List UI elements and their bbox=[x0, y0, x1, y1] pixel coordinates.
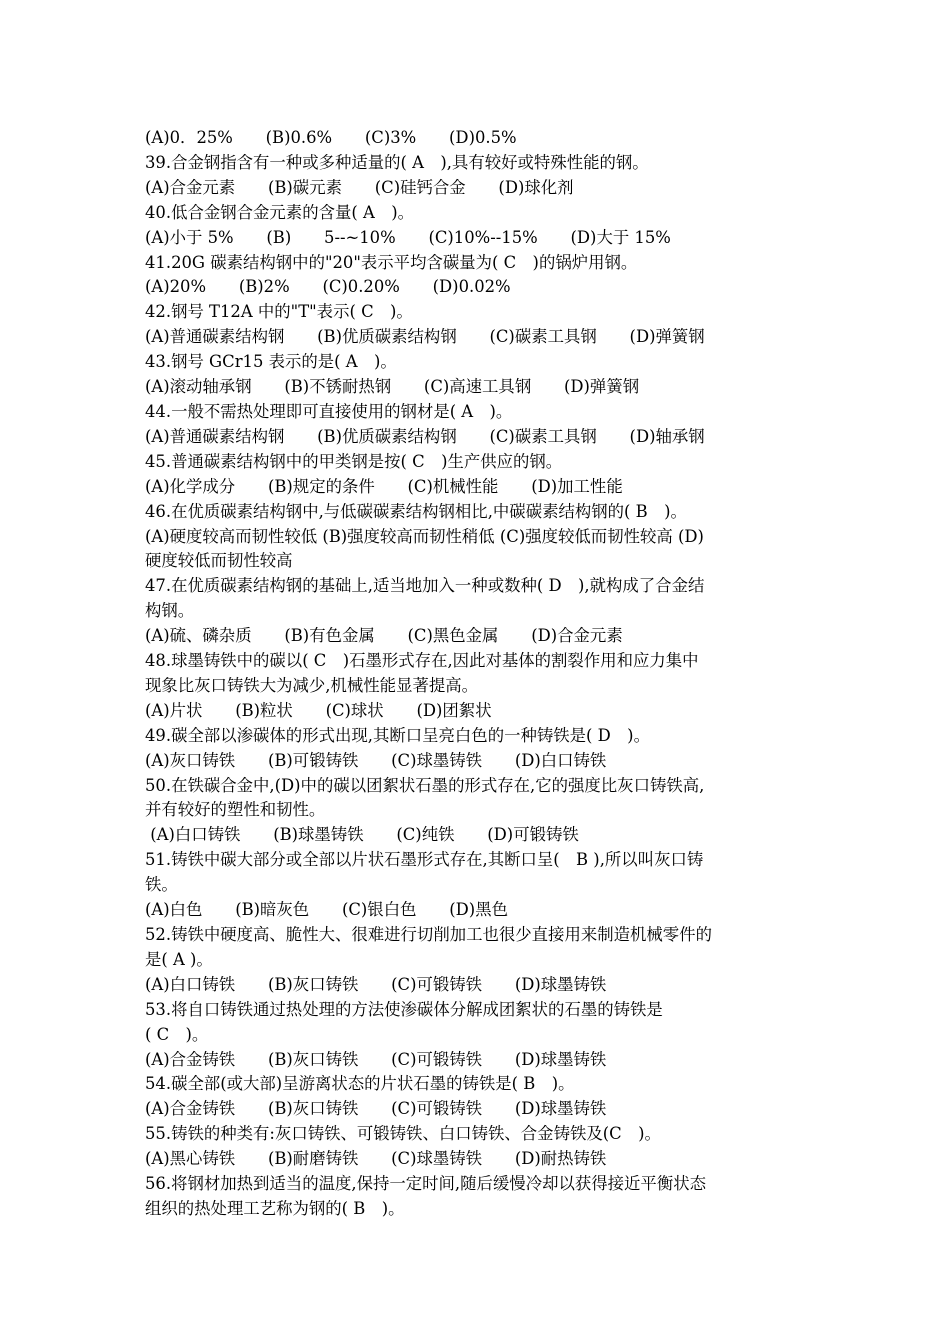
text-line: (A)普通碳素结构钢 (B)优质碳素结构钢 (C)碳素工具钢 (D)轴承钢 bbox=[145, 426, 705, 446]
text-line: 43.钢号 GCr15 表示的是( A )。 bbox=[145, 352, 397, 372]
text-line: (A)滚动轴承钢 (B)不锈耐热钢 (C)高速工具钢 (D)弹簧钢 bbox=[145, 377, 640, 397]
text-line: (A)灰口铸铁 (B)可锻铸铁 (C)球墨铸铁 (D)白口铸铁 bbox=[145, 750, 607, 770]
text-line: (A)普通碳素结构钢 (B)优质碳素结构钢 (C)碳素工具钢 (D)弹簧钢 bbox=[145, 327, 705, 347]
text-line: ( C )。 bbox=[145, 1024, 209, 1044]
text-line: (A)白口铸铁 (B)灰口铸铁 (C)可锻铸铁 (D)球墨铸铁 bbox=[145, 974, 607, 994]
text-line: (A)硬度较高而韧性较低 (B)强度较高而韧性稍低 (C)强度较低而韧性较高 (D) bbox=[145, 526, 704, 546]
text-line: 50.在铁碳合金中,(D)中的碳以团絮状石墨的形式存在,它的强度比灰口铸铁高, bbox=[145, 775, 705, 795]
text-line: 42.钢号 T12A 中的"T"表示( C )。 bbox=[145, 302, 413, 322]
text-line: 铁。 bbox=[145, 875, 178, 895]
text-line: (A)20% (B)2% (C)0.20% (D)0.02% bbox=[145, 277, 511, 297]
text-line: 56.将钢材加热到适当的温度,保持一定时间,随后缓慢冷却以获得接近平衡状态 bbox=[145, 1174, 706, 1194]
text-line: 组织的热处理工艺称为钢的( B )。 bbox=[145, 1198, 405, 1218]
text-line: (A)黑心铸铁 (B)耐磨铸铁 (C)球墨铸铁 (D)耐热铸铁 bbox=[145, 1149, 607, 1169]
text-line: (A)0．25% (B)0.6% (C)3% (D)0.5% bbox=[145, 128, 517, 147]
text-line: 49.碳全部以渗碳体的形式出现,其断口呈亮白色的一种铸铁是( D )。 bbox=[145, 725, 650, 745]
text-line: 54.碳全部(或大部)呈游离状态的片状石墨的铸铁是( B )。 bbox=[145, 1074, 575, 1094]
text-line: 55.铸铁的种类有:灰口铸铁、可锻铸铁、白口铸铁、合金铸铁及(C )。 bbox=[145, 1124, 661, 1144]
text-line: 46.在优质碳素结构钢中,与低碳碳素结构钢相比,中碳碳素结构钢的( B )。 bbox=[145, 501, 687, 521]
text-line: (A)合金元素 (B)碳元素 (C)硅钙合金 (D)球化剂 bbox=[145, 177, 574, 197]
text-line: 41.20G 碳素结构钢中的"20"表示平均含碳量为( C )的锅炉用钢。 bbox=[145, 252, 638, 272]
text-line: (A)化学成分 (B)规定的条件 (C)机械性能 (D)加工性能 bbox=[145, 476, 623, 496]
text-line: (A)小于 5% (B) 5--~10% (C)10%--15% (D)大于 15% bbox=[145, 227, 671, 247]
document-body bbox=[145, 126, 815, 1222]
text-line: (A)硫、磷杂质 (B)有色金属 (C)黑色金属 (D)合金元素 bbox=[145, 626, 623, 646]
text-line: 44.一般不需热处理即可直接使用的钢材是( A )。 bbox=[145, 401, 513, 421]
text-line: 构钢。 bbox=[145, 601, 195, 621]
text-line: (A)合金铸铁 (B)灰口铸铁 (C)可锻铸铁 (D)球墨铸铁 bbox=[145, 1099, 607, 1119]
text-line: 51.铸铁中碳大部分或全部以片状石墨形式存在,其断口呈( B ),所以叫灰口铸 bbox=[145, 850, 704, 870]
text-line: 并有较好的塑性和韧性。 bbox=[145, 800, 326, 820]
text-line: 45.普通碳素结构钢中的甲类钢是按( C )生产供应的钢。 bbox=[145, 451, 563, 471]
text-line: (A)片状 (B)粒状 (C)球状 (D)团絮状 bbox=[145, 700, 492, 720]
text-line: 39.合金钢指含有一种或多种适量的( A ),具有较好或特殊性能的钢。 bbox=[145, 152, 649, 172]
text-line: 40.低合金钢合金元素的含量( A )。 bbox=[145, 202, 414, 222]
text-line: 53.将自口铸铁通过热处理的方法使渗碳体分解成团絮状的石墨的铸铁是 bbox=[145, 999, 663, 1019]
text-line: (A)白色 (B)暗灰色 (C)银白色 (D)黑色 bbox=[145, 900, 508, 920]
text-line: (A)白口铸铁 (B)球墨铸铁 (C)纯铁 (D)可锻铸铁 bbox=[145, 825, 579, 845]
text-line: 47.在优质碳素结构钢的基础上,适当地加入一种或数种( D ),就构成了合金结 bbox=[145, 576, 705, 596]
text-line: 48.球墨铸铁中的碳以( C )石墨形式存在,因此对基体的割裂作用和应力集中 bbox=[145, 651, 699, 671]
text-line: (A)合金铸铁 (B)灰口铸铁 (C)可锻铸铁 (D)球墨铸铁 bbox=[145, 1049, 607, 1069]
text-line: 现象比灰口铸铁大为减少,机械性能显著提高。 bbox=[145, 675, 479, 695]
text-line: 是( A )。 bbox=[145, 949, 213, 969]
text-line: 硬度较低而韧性较高 bbox=[145, 551, 293, 571]
text-line: 52.铸铁中硬度高、脆性大、很难进行切削加工也很少直接用来制造机械零件的 bbox=[145, 925, 712, 944]
